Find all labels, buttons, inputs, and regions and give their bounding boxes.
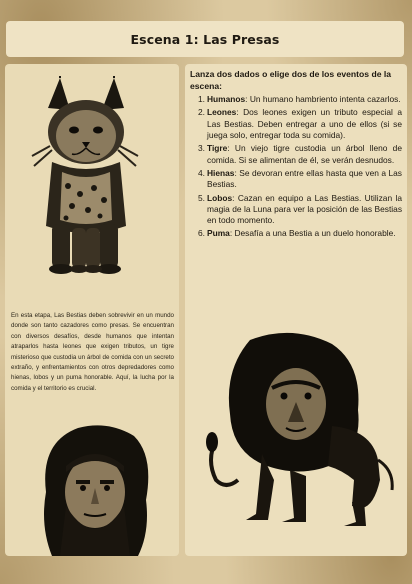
event-name: Tigre (207, 143, 228, 154)
event-item-lobos (190, 193, 402, 227)
event-name: Humanos (207, 94, 246, 105)
event-body (207, 143, 402, 166)
title-bar (6, 21, 404, 57)
caveman-illustration (38, 422, 152, 556)
event-text: : Cazan en equipo a Las Bestias. Utilizan la magia de la Luna para ver la posición de las Bestias en todo momento. (207, 192, 402, 226)
event-text: : Se devoran entre ellas hasta que ven a Las Bestias. (207, 167, 402, 190)
event-number: 4. (198, 167, 205, 178)
event-body (207, 228, 402, 239)
event-text: : Desafía a una Bestia a un duelo honorable. (229, 228, 396, 239)
event-body (207, 168, 402, 191)
event-name: Lobos (207, 192, 233, 203)
event-item-puma (190, 228, 402, 239)
event-text: : Un humano hambriento intenta cazarlos. (245, 94, 401, 105)
event-item-leones (190, 107, 402, 141)
event-body (207, 193, 402, 227)
events-list (190, 94, 402, 240)
lion-illustration (202, 330, 398, 530)
event-number: 1. (198, 94, 205, 105)
page-title: Escena 1: Las Presas (130, 31, 280, 47)
event-item-tigre (190, 143, 402, 166)
event-item-humanos (190, 94, 402, 105)
event-name: Puma (207, 228, 230, 239)
event-body (207, 107, 402, 141)
events-heading: Lanza dos dados o elige dos de los eventos de la escena: (190, 69, 392, 91)
events-section (190, 69, 402, 242)
event-name: Hienas (207, 167, 235, 178)
lynx-illustration (22, 76, 148, 276)
event-body (207, 94, 402, 105)
event-number: 6. (198, 228, 205, 239)
event-number: 2. (198, 107, 205, 118)
event-name: Leones (207, 107, 237, 118)
event-number: 5. (198, 192, 205, 203)
event-item-hienas (190, 168, 402, 191)
event-number: 3. (198, 143, 205, 154)
intro-text: En esta etapa, Las Bestias deben sobrevivir en un mundo donde son tanto cazadores como presas. Se encuentran con diversos desafíos, desde humanos que intentan atraparlos hasta leones que exigen tributos, un tigre misterioso que custodia un árbol de comida con un secreto extraño, y enfrentamientos con otros depredadores como hienas, lobos y un puma honorable. Aquí, la lucha por la comida y el territorio es crucial. (11, 312, 174, 392)
event-text: : Un viejo tigre custodia un árbol lleno de comida. Si se alimentan de él, se verán desnudos. (207, 143, 402, 165)
event-text: : Dos leones exigen un tributo especial a Las Bestias. Deben entregar a uno de ellos (si se juega solo, entregar toda su comida). (207, 107, 402, 141)
